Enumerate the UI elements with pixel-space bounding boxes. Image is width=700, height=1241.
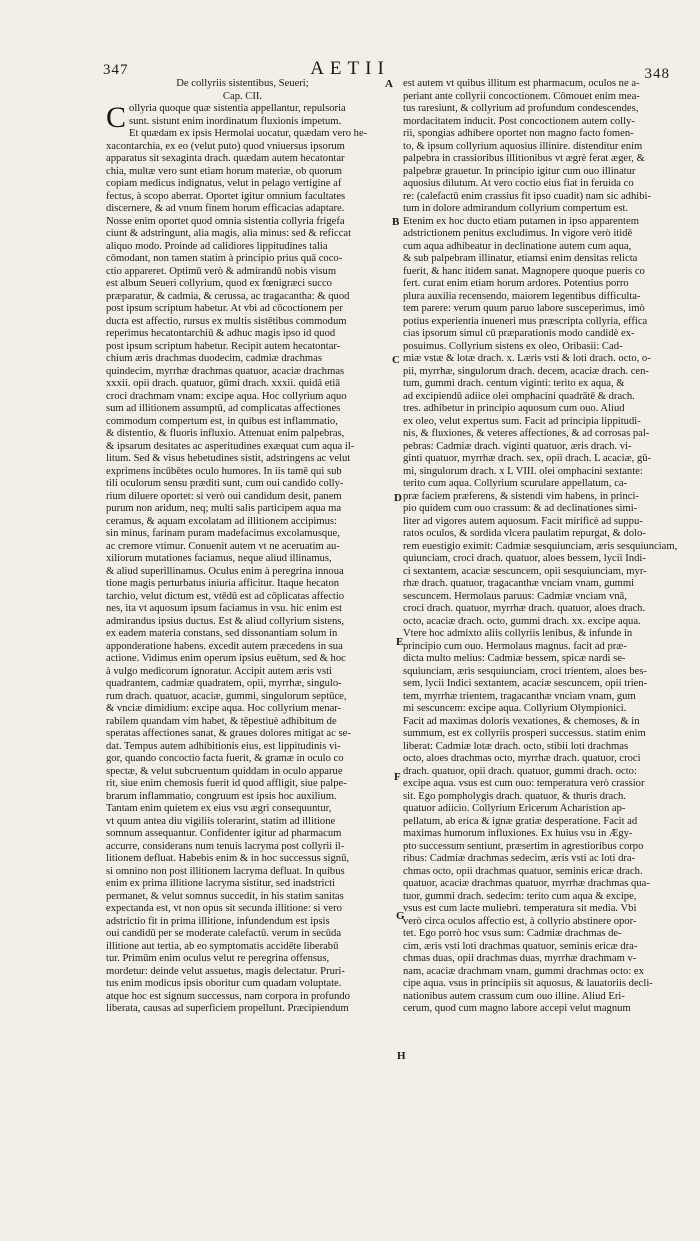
text-line: dicta multo melius: Cadmiæ bessem, spicæ nardi se- [403, 653, 626, 664]
margin-letter-c: C [392, 354, 400, 366]
text-line: præparatur, & cadmia, & cerussa, ac tragacantha: & quod [106, 290, 350, 302]
text-line: octo, aloes drachmas octo, myrrhæ drach. quatuor, croci [403, 753, 641, 764]
text-line: verò circa oculos affectio est, à collyrio abstinere opor- [403, 915, 637, 927]
text-line: chmas duas, opii drachmas duas, myrrhæ drachmam v- [403, 953, 637, 964]
text-line: squiunciam, æris sesquiunciam, croci trientem, aloes bes- [403, 665, 647, 677]
text-line: & vnciæ dimidium: excipe aqua. Hoc collyrium menar- [106, 703, 342, 714]
text-line: post ipsum scriptum habetur. Recipit autem hecatontar- [106, 340, 341, 352]
text-line: illitione aut tertia, ab eo symptomatis accidēte liberabū [106, 940, 339, 952]
text-line: ribus: Cadmiæ drachmas sedecim, æris vsti ac loti dra- [403, 853, 636, 864]
text-line: & ipsarum desitates ac asperitudines exæquat cum aqua il- [106, 440, 355, 452]
text-line: chium æris drachmas duodecim, cadmiæ drachmas [106, 353, 322, 364]
text-line: atque hoc est signum successus, nam corpora in profundo [106, 990, 350, 1002]
text-line: adstrictio fit in prima illitione, infundendum est ipsis [106, 915, 330, 927]
running-head: AETII [310, 58, 390, 79]
text-line: præ faciem præferens, & sistendi vim habens, in princi- [403, 490, 639, 502]
text-line: & sub palpebram illinatur, etiamsi enim densitas relicta [403, 253, 638, 264]
text-line: sit. Ego pompholygis drach. quatuor, & thuris drach. [403, 790, 626, 802]
text-line: liberata, causas ad superficiem propellunt. Præcipiendum [106, 1003, 349, 1014]
text-line: admirandus ipsius ductus. Est & aliud collyrium sistens, [106, 615, 345, 627]
text-line: cim, æris vsti loti drachmas quatuor, seminis ericæ dra- [403, 940, 638, 952]
text-line: Nosse enim oportet quod omnia sistentia collyria frigefa [106, 215, 345, 227]
text-line: litionem defluat. Habebis enim & in hoc successus signū, [106, 853, 350, 864]
text-line: ad excipiendū adiice olei omphacini quadrātē & drach. [403, 390, 635, 402]
text-line: aquosius dilutum. At vero coctio eius fiat in feruida co [403, 178, 634, 189]
margin-letter-b: B [392, 216, 400, 228]
text-line: chia, multæ vero sunt etiam horum materiæ, ob quorum [106, 165, 342, 177]
text-line: pto successum sentiunt, præsertim in agrestioribus corpo [403, 840, 644, 852]
text-line: spectæ, & velut subcruentum quiddam in oculo apparue [106, 765, 343, 777]
text-line: ac cremore vtimur. Conuenit autem vt ne aceruatim au- [106, 540, 340, 552]
text-line: ginti quatuor, myrrhæ drach. sex, opii drach. L acaciæ, gū- [403, 453, 652, 464]
text-line: xxxii. opii drach. quatuor, gūmi drach. xxxii. quidā etiā [106, 378, 341, 389]
text-line: fuerit, & hanc itidem sanat. Magnopere quoque pueris co [403, 265, 645, 277]
text-line: potius experientia inueneri mus præscripta collyria, effica [403, 315, 648, 327]
chapter-number: Cap. CII. [222, 90, 263, 102]
text-line: & aliud superillinamus. Oculus enim à peregrina innoua [106, 565, 344, 577]
text-line: oui candidū per se moderate calefactū. verum in secūda [106, 928, 342, 939]
text-line: ci sextantem, acaciæ sescuncem, opii sesquiunciam, myr- [403, 565, 647, 577]
text-line: expectanda est, vt non opus sit secunda illitione: si vero [106, 903, 342, 914]
text-line: post ipsum scriptum habetur. At vbi ad cōcoctionem per [106, 303, 343, 314]
text-line: quadrantem, cadmiæ quadratem, opii, myrrhæ, singulo- [106, 678, 342, 689]
text-line: sum ad illitionem assumptū, ad complicatas affectiones [106, 403, 341, 414]
chapter-title: De collyriis sistentibus, Seueri; [176, 78, 309, 89]
text-line: plura auxilia recensendo, maiorem legentibus difficulta- [403, 290, 641, 302]
text-line: palpebra in crassioribus illitionibus vt ægrè ferat æger, & [403, 153, 645, 164]
page-number-right: 348 [644, 66, 670, 82]
text-line: tus raresiunt, & collyrium ad profundum condescendes, [403, 103, 639, 114]
text-line: purum non aridum, neq; multi salis participem aqua ma [106, 503, 342, 514]
drop-initial: C [106, 101, 127, 134]
text-line: tum, gummi drach. centum viginti: terito ex aqua, & [403, 378, 625, 389]
text-line: à vulgo medicorum ignoratur. Accipit autem æris vsti [106, 665, 332, 677]
text-line: to, & ipsum collyrium aquosius illinire. distenditur enim [403, 140, 643, 152]
text-line: pellatum, ab erica & ignæ gratiæ desperatione. Facit ad [403, 815, 638, 827]
text-line: pio quidem cum ouo crassum: & ad declinationes simi- [403, 503, 638, 514]
text-line: Et quædam ex ipsis Hermolai uocatur, quædam vero he- [129, 128, 368, 139]
text-line: copiam medicus indignatus, velut in pelago vertigine af [106, 178, 342, 189]
text-line: tres. adhibetur in principio aquosum cum ouo. Aliud [403, 403, 625, 414]
text-line: brarum inflammatio, congruum est ipsis hoc auxilium. [106, 790, 337, 802]
text-line: sin minus, farinam puram madefacimus excolamusque, [106, 528, 340, 539]
text-line: re: (calefactū enim crassius fit ipso cuadit) nam sic adhibi- [403, 190, 651, 202]
text-line: discernere, & ad vnum finem horum efficacias adaptare. [106, 203, 345, 214]
text-line: tem parere: verum quum paruo labore susceperimus, imò [403, 303, 645, 314]
text-line: quindecim, myrrhæ drachmas quatuor, acaciæ drachmas [106, 365, 345, 377]
text-line: Etenim ex hoc ducto etiam putamen in ipso apparentem [403, 215, 639, 227]
text-line: liberat: Cadmiæ lotæ drach. octo, stibii loti drachmas [403, 740, 629, 752]
text-line: cipe aqua. vsus in principiis sit aquosus, & lauatoriis decli- [403, 978, 653, 989]
text-line: tet. Ego porrò hoc vsus sum: Cadmiæ drachmas de- [403, 928, 622, 939]
text-line: rit, siue enim chemosis fuerit id quod affligit, siue palpe- [106, 778, 347, 789]
text-line: tione magis perturbatus iniuria afficitur. Itaque hecaton [106, 578, 340, 589]
text-line: principio cum ouo. Hermolaus magnus. facit ad præ- [403, 640, 627, 652]
text-line: est autem vt quibus illitum est pharmacum, oculos ne a- [403, 78, 640, 89]
text-line: speratas affectiones sanat, & graues dolores mitigat ac se- [106, 728, 351, 739]
text-line: mi, singulorum drach. x L VIII. olei omphacini sextante: [403, 465, 643, 477]
text-line: & distentio, & fluoris influxio. Attenuat enim palpebras, [106, 428, 345, 439]
margin-letter-d: D [394, 492, 402, 504]
text-line: ctio appareret. Optimū verò & admirandū nobis visum [106, 265, 337, 277]
text-line: tili oculorum sensu præditi sunt, cum oui candido colly- [106, 478, 344, 489]
text-line: rhæ drach. quatuor, tragacanthæ vnciam vnam, gummi [403, 578, 635, 589]
text-line: permanet, & velut somnus succedit, in his statim sanitas [106, 890, 344, 902]
text-line: tum in dolore admirandum collyrium compertum est. [403, 203, 629, 214]
text-line: dat. Tempus autem adhibitionis eius, est lippitudinis vi- [106, 740, 341, 752]
margin-letter-f: F [394, 771, 401, 783]
text-line: si omnino non post illitionem lacryma defluat. In quibus [106, 865, 345, 877]
margin-letter-g: G [396, 910, 405, 922]
text-line: excipe aqua. vsus est cum ouo: temperatura verò crassior [403, 778, 645, 789]
text-line: miæ vstæ & lotæ drach. x. Læris vsti & loti drach. octo, o- [403, 353, 651, 364]
text-line: cum aqua adhibeatur in declinatione autem cum aqua, [403, 240, 632, 252]
text-line: xiliorum mutationes faciamus, neque aliud illinamus, [106, 553, 332, 564]
text-line: ex oleo, velut expertus sum. Facit ad principia lippitudi- [403, 415, 641, 427]
text-line: ciunt & adstringunt, alia magis, alia minus: sed & reficcat [106, 228, 352, 239]
text-line: somnum assequantur. Confidenter igitur ad pharmacum [106, 828, 342, 839]
text-line: tuor, gummi drach. sedecim: terito cum aqua & excipe, [403, 890, 637, 902]
text-line: rum drach. quatuor, acaciæ, gummi, singulorum septūce, [106, 690, 347, 702]
text-line: ex eadem materia constans, sed dissonantiam solum in [106, 628, 338, 639]
text-line: exprimens incūbētes oculo humores. In iis tamē qui sub [106, 465, 342, 477]
margin-letter-e: E [396, 636, 404, 648]
text-line: terito cum aqua. Collyrium scurulare appellatum, ca- [403, 478, 628, 489]
text-line: commodum compertum est, in quibus est inflammatio, [106, 415, 338, 427]
text-line: pebras: Cadmiæ drach. viginti quatuor, æris drach. vi- [403, 440, 632, 452]
text-line: actione. Vidimus enim operum ipsius euētum, sed & hoc [106, 653, 346, 664]
text-line: quatuor, acaciæ drachmas quatuor, myrrhæ drachmas qua- [403, 878, 650, 889]
text-line: palpebræ grauetur. In principio igitur cum ouo illinatur [403, 165, 636, 177]
text-line: accurre, considerans num tenuis lacryma post collyrii il- [106, 840, 345, 852]
text-line: litum. Sed & visus hebetudines sistit, adstringens ac velut [106, 453, 351, 464]
text-line: sem, lycii Indici sextantem, acaciæ sescuncem, opii trien- [403, 678, 648, 689]
text-line: sunt. sistunt enim inordinatum fluxionis impetum. [129, 115, 342, 127]
text-line: rabilem quandam vim habet, & tēpestiuè adhibitum de [106, 715, 337, 727]
text-line: periant ante collyrii concoctionem. Cōmouet enim mea- [403, 90, 640, 102]
text-line: summum, est ex collyriis prosperi successus. statim enim [403, 728, 646, 739]
margin-letter-h: H [397, 1050, 406, 1062]
margin-letter-a: A [385, 78, 393, 90]
page-number-left: 347 [103, 62, 129, 78]
text-line: cias ipsorum simul cū præparationis modo candidè ex- [403, 328, 635, 339]
left-column-text [106, 103, 379, 1016]
right-column-text [403, 78, 699, 1016]
text-line: croci drach. quatuor, myrrhæ drach. quatuor, aloes drach. [403, 603, 646, 614]
text-line: ceramus, & aquam excolatam ad illitionem accipimus: [106, 515, 337, 527]
text-line: Tantam enim quietem ex eius vsu ægri consequuntur, [106, 803, 332, 814]
text-line: pii, myrrhæ, singulorum drach. decem, acaciæ drach. cen- [403, 365, 649, 377]
text-line: tarchio, velut dictum est, vtēdū est ad cōplicatas affectio [106, 590, 345, 602]
text-line: drach. quatuor, opii drach. quatuor, gummi drach. octo: [403, 765, 637, 777]
text-line: mordetur: deinde velut assuetus, magis delectatur. Pruri- [106, 965, 345, 977]
text-line: est album Seueri collyrium, quod ex fœnigræci succo [106, 278, 332, 289]
text-line: octo, acaciæ drach. octo, gummi drach. xx. excipe aqua. [403, 615, 641, 627]
text-line: rii, spongias adhibere oportet non magno facto fomen- [403, 128, 634, 139]
text-line: tur. Primūm enim oculus velut re peregrina offensus, [106, 953, 330, 964]
text-line: reperimus hecatontarchiū & adhuc magis ipso id quod [106, 328, 336, 339]
text-line: cerum, quod cum magno labore accepi velut magnum [403, 1003, 631, 1014]
right-column [403, 78, 699, 1016]
text-line: nes, ita vt aquosum ipsum faciamus in vsu. hic enim est [106, 603, 342, 614]
text-line: chmas octo, opii drachmas quatuor, seminis ericæ drach. [403, 865, 643, 877]
text-line: vsus est cum lacte muliebri. temperatura sit media. Vbi [403, 903, 637, 914]
left-column [106, 78, 379, 1016]
text-line: tus enim modicus ipsis oboritur cum quadam voluptate. [106, 978, 342, 989]
text-line: cōmodant, non tamen statim à principio prius quā coco- [106, 253, 343, 264]
text-line: enim ex prima illitione lacryma sistitur, sed inadstricti [106, 878, 336, 889]
text-line: tem, myrrhæ trientem, tragacanthæ vnciam vnam, gum [403, 690, 636, 702]
text-line: ollyria quoque quæ sistentia appellantur, repulsoria [129, 103, 346, 114]
text-line: nationibus autem crassum cum ouo illine. Aliud Eri- [403, 990, 625, 1002]
text-line: vt quum antea diu vigiliis tolerarint, statim ad illitione [106, 815, 336, 827]
text-line: croci drachmam vnam: excipe aqua. Hoc collyrium aquo [106, 390, 347, 402]
text-line: fectus, à scopo aberrat. Oportet igitur omnium facultates [106, 190, 346, 202]
text-line: fert. curat enim etiam horum ardores. Potentius porro [403, 278, 629, 289]
text-line: gor, quando concoctio facta fuerit, & gramæ in oculo co [106, 753, 344, 764]
text-line: nam, acaciæ drachmam vnam, gummi drachmas octo: ex [403, 965, 644, 977]
text-line: rem euestigio eximit: Cadmiæ sesquiunciam, æris sesquiunciam, [403, 540, 678, 552]
text-line: aliquo modo. Proinde ad calidiores lippitudines talia [106, 240, 328, 252]
text-line: posuimus. Collyrium sistens ex oleo, Oribasii: Cad- [403, 340, 623, 352]
text-line: adstrictionem penitus excludimus. In vigore verò itidē [403, 228, 633, 239]
text-line: xacontarchia, ex eo (velut puto) quod vniuersus ipsorum [106, 140, 345, 152]
text-line: quatuor adiicio. Collyrium Ericerum Acharistion ap- [403, 803, 626, 814]
text-line: mi sescuncem: excipe aqua. Collyrium Olympionici. [403, 703, 627, 714]
text-line: apponderatione habens. excedit autem præcedens in sua [106, 640, 343, 652]
text-line: maximas humorum influxiones. Ex huius vsu in Ægy- [403, 828, 633, 839]
text-line: ducta est affectio, rursus ex multis sistētibus commodum [106, 315, 347, 327]
text-line: ratos oculos, & sordida vlcera paulatim repurgat, & dolo- [403, 528, 646, 539]
text-line: apparatus sit sexaginta drach. quædam autem hecatontar [106, 153, 345, 164]
text-line: Vtere hoc admixto aliis collyriis lenibus, & infunde in [403, 628, 633, 639]
text-line: quiunciam, croci drach. quatuor, aloes bessem, lycii Indi- [403, 553, 646, 564]
text-line: liter ad vigores autem aquosum. Facit mirificè ad suppu- [403, 515, 643, 527]
text-line: rium diluere oportet: si verò oui candidum desit, panem [106, 490, 342, 502]
text-line: nis, & fluxiones, & veteres affectiones, & ad corrosas pal- [403, 428, 650, 439]
text-line: Facit ad maximas doloris vexationes, & chemoses, & in [403, 715, 640, 727]
text-line: mordacitatem inducit. Post concoctionem autem colly- [403, 115, 635, 127]
text-line: sescuncem. Hermolaus paruus: Cadmiæ vnciam vnā, [403, 590, 627, 602]
